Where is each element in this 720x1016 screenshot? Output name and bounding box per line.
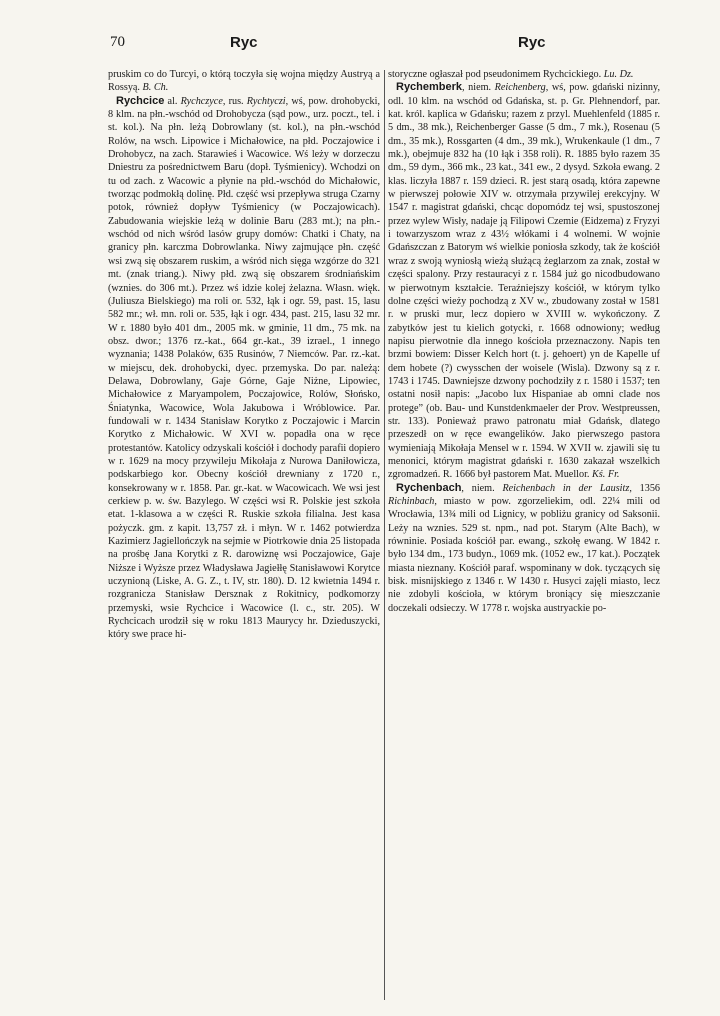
entry-text: , miasto w pow. zgorzeliekim, odl. 22¼ mili od Wrocławia, 13¾ mili od Lignicy, w pobliżu granicy od Saksonii. Leży na wznies. 529 st. npm., nad pot. Starym (Alte Bach), w równinie. Posiada kościół par. ewang., szkołę ewang. W 1842 r. było 134 dm., 173 budyn., 1069 mk. (1052 ew., 17 kat.). Początek miasta nieznany. Kościół paraf. wspominany w dok. tyczących się bisk. misnijskiego z 1346 r. W 1430 r. Husyci zajęli miasto, lecz nie zdobyli kościoła, w którym broniący się mieszczanie doczekali odsieczy. W 1778 r. wojska austryackie po- xyxy=(388,496,660,614)
entry-paragraph xyxy=(388,68,660,81)
entry-text: , wś, pow. drohobycki, 8 klm. na płn.-wschód od Drohobycza (sąd pow., urz. poczt., tel. i st. kol.). Na płn. leżą Dobrowlany (st. kol.), na płn.-wschód Rolów, na wsch. Lipowice i Michałowice, na płd. Poczajowice i Drohobycz, na zach. Starawieś i Wacowice. Wś leży w dorzeczu Dniestru za pośrednictwem Baru (dopł. Tyśmienicy). Wchodzi on tu od zach. z Wacowic a płynie na płd.-wschód do Michałowic, tworząc podmokłą dolinę. Płd. część wsi przepływa struga Czarny potok, również dopływ Tyśmienicy (w Poczajowicach). Zabudowania wiejskie leżą w dolinie Baru (283 mt.); na płn.-wschód od nich wśród lasów grupy domów: Chatki i Chaty, na granicy płn. karczma Dobrowlanka. Niwy zajmujące płn. część wsi zwą się obszarem ruskim, a wśród nich sięga wzgórze do 321 mt. (znak triang.). Niwy płd. zwą się obszarem środniańskim (wznies. do 306 mt.). Przez wś idzie kolej żelazna. Własn. więk. (Juliusza Bielskiego) ma roli or. 532, łąk i ogr. 59, past. 15, lasu 582 mr.; wł. mn. roli or. 535, łąk i ogr. 434, past. 215, lasu 32 mr. W r. 1880 było 401 dm., 2005 mk. w gminie, 11 dm., 75 mk. na obsz. dwor.; 1376 rz.-kat., 664 gr.-kat., 39 izrael., 1 innego wyznania; 1438 Polaków, 635 Rusinów, 7 Niemców. Par. rz.-kat. w miejscu, dek. drohobycki, dyec. przemyska. Do par. należą: Delawa, Dobrowlany, Gaje Górne, Gaje Niżne, Lipowiec, Michałowice z Maryampolem, Poczajowice, Rolów, Słońsko, Śniatynka, Wacowice, Wola Jakubowa i Wróblowice. Par. fundowali w r. 1434 Stanisław Korytko z Poczajowic i Marcin Korytko z Michałowic. W XVI w. popadła ona w ręce protestantów. Katolicy odzyskali kościół i dochody parafii dopiero w r. 1629 na mocy przywileju Mikołaja z Nurowa Daniłowicza, podskarbiego kor. Obecny kościół drewniany z 1720 r., konsekrowany w r. 1858. Par. gr.-kat. w Wacowicach. We wsi jest cerkiew p. w. św. Bazylego. W części wsi R. Polskie jest szkoła etat. 1-klasowa a w części R. Ruskie szkoła filialna. Jest kasa pożyczk. gm. z kapit. 13,757 zł. i młyn. W r. 1462 potwierdza Kazimierz Jagiellończyk na sejmie w Piotrkowie dnia 25 listopada na prośbę Jana Korytki z R. darowiznę wsi Poczajowice, Gaje Niższe i Wyższe przez Władysława Jagiełłę Stanisławowi Korytce uczynioną (Liske, A. G. Z., t. IV, str. 180). D. 12 kwietnia 1494 r. rozgranicza Stanisław Dersznak z Rokitnicy, podkomorzy przemyski, wsie Rychcice i Wacowice (l. c., str. 205). W Rychcicach urodził się w roku 1813 Maurycy hr. Dzieduszycki, który swe prace hi- xyxy=(108,95,381,641)
entry-text: , niem. xyxy=(462,82,495,94)
entry-text: , niem. xyxy=(461,482,503,494)
entry-paragraph xyxy=(108,95,380,642)
italic-text: Reichenberg xyxy=(494,82,546,94)
italic-text: Rychtyczi xyxy=(246,95,286,107)
entry-paragraph xyxy=(388,81,660,481)
entry-headword: Rychemberk xyxy=(396,81,463,94)
italic-text: Rychczyce xyxy=(180,95,223,107)
entry-text: storyczne ogłaszał pod pseudonimem Rychcickiego. xyxy=(388,69,604,80)
italic-text: Richinbach xyxy=(388,496,435,507)
entry-paragraph xyxy=(388,482,660,615)
left-running-headword: Ryc xyxy=(230,34,258,51)
entry-text: pruskim co do Turcyi, o którą toczyła się wojna między Austryą a Rossyą. xyxy=(108,69,380,94)
entry-paragraph xyxy=(108,68,380,95)
italic-text: B. Ch. xyxy=(142,82,169,94)
entry-headword: Rychenbach xyxy=(396,481,462,494)
entry-text: , wś, pow. gdański nizinny, odl. 10 klm. na wschód od Gdańska, st. p. Gr. Plehnendorf, par. kat. król. kaplica w Gdańsku; razem z przyl. Muehlenfeld (1885 r. 5 dm., 38 mk.), Reichenberger Gasse (5 dm., 7 mk.), Rosenau (5 dm., 35 mk.), Rossgarten (4 dm., 39 mk.), Wrukenkaule (1 dm., 7 mk.), obejmuje 832 ha (10 łąk i 358 roli). R. 1885 było razem 35 dm., 59 dym., 366 mk., 23 kat., 341 ew., 2 dysyd. Szkoła ewang. 2 klas. liczyła 1887 r. 159 dzieci. R. jest starą osadą, która zapewne w pierwszej połowie XIV w. otrzymała przywilej erekcyjny. W 1547 r. magistrat gdański, chcąc dopomódz tej wsi, spustoszonej przez wylew Wisły, nadaje ją Filipowi Czemie (Eidzema) z Fryzyi i towarzyszom wraz z 43½ włókami i 4 wolnemi. W wojnie Gdańszczan z Batorym wś wielkie poniosła szkody, tak że kościół wraz z swoją wyniosłą wieżą służącą żeglarzom za znak, został w części spalony. Przy restauracyi z r. 1584 już go nicodbudowano w pierwotnym kształcie. Teraźniejszy kościół, w którym tylko dolne części wieży pochodzą z XV w., zbudowany został w 1581 r. w pruski mur, lecz dopiero w XVIII w. wykończony. Z zabytków jest tu kielich gotycki, r. 1668 odnowiony; według napisu pierwotnie dla innego kościoła przeznaczony. Napis ten brzmi bowiem: Disser Kelch hort (t. j. gehoert) yn de Kapelle uf dem hobete (?) cwysschen der woisele (Wisla). Dzwony są z r. 1743 i 1745. Dawniejsze dzwony pochodziły z r. 1580 i 1537; ten ostatni nosił napis: „Jacobo lux Hispaniae ab omni clade nos protege” (ob. Bau- und Kunstdenkmaeler der Prov. Westpreussen, str. 133). Ponieważ prawo patronatu miał Gdańsk, dlatego przeszedł on w ręce ewangelików. Jako pierwszego pastora wymieniają Mikołaja Mensel w r. 1594. W XVII w. zjawili się tu menonici, którym magistrat gdański r. 1630 zakazał wszelkich zgromadzeń. R. 1666 był pastorem Mat. Muellor. xyxy=(388,82,661,481)
page-header xyxy=(0,34,720,58)
entry-text: , rus. xyxy=(222,95,247,107)
entry-text: , 1356 xyxy=(629,482,661,494)
entry-text: al. xyxy=(164,95,181,107)
left-column xyxy=(108,68,380,642)
right-column xyxy=(388,68,660,615)
italic-text: Kś. Fr. xyxy=(592,469,620,481)
column-divider xyxy=(384,70,385,1000)
right-running-headword: Ryc xyxy=(518,34,546,51)
italic-text: Lu. Dz. xyxy=(603,69,634,80)
italic-text: Reichenbach in der Lausitz xyxy=(502,482,630,494)
entry-headword: Rychcice xyxy=(116,94,165,107)
page-number: 70 xyxy=(110,34,125,50)
